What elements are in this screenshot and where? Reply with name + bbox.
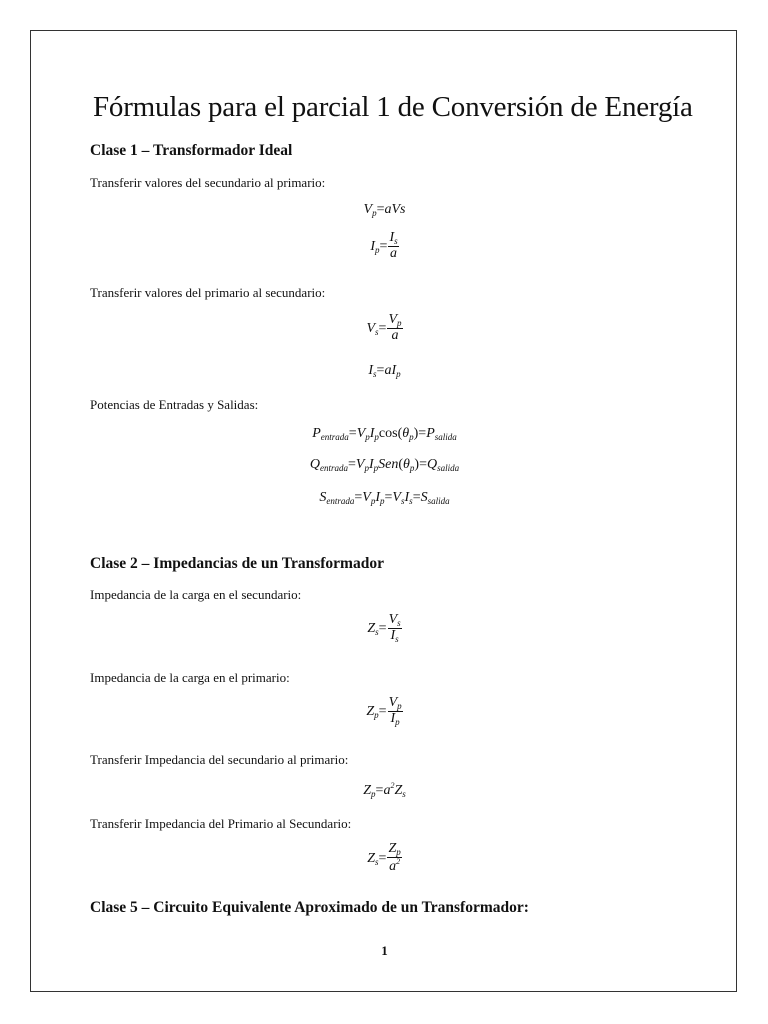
text-potencias: Potencias de Entradas y Salidas: bbox=[90, 397, 259, 412]
page-number: 1 bbox=[381, 943, 388, 958]
text-transferir-prim-sec: Transferir valores del primario al secundario: bbox=[90, 285, 326, 300]
equation-q: $Q_{entrada}=V_pI_pSen(\theta_p)=Q_{salida}$ bbox=[309, 457, 460, 473]
equation-ip: $I_p=$ $\frac{I_s}{a}$ bbox=[370, 230, 398, 262]
equation-zp2: $Z_p=a^2Z_s$ bbox=[363, 781, 406, 799]
text-transferir-impedancia-sec-prim: Transferir Impedancia del secundario al primario: bbox=[90, 752, 349, 767]
text-impedancia-primario: Impedancia de la carga en el primario: bbox=[90, 670, 290, 685]
equation-vs: $V_s=$ $\frac{V_p}{a}$ bbox=[366, 312, 402, 344]
equation-is: $I_s=aI_p$ bbox=[368, 363, 401, 379]
page-title: Fórmulas para el parcial 1 de Conversión de Energía bbox=[93, 91, 693, 123]
equation-zp: $Z_p=$ $\frac{V_p}{I_p}$ bbox=[366, 695, 402, 728]
text-transferir-sec-prim: Transferir valores del secundario al primario: bbox=[90, 175, 326, 190]
equation-zs2: $Z_s=$ $\frac{Z_p}{a^2}$ bbox=[367, 841, 401, 875]
section-heading-clase-5: Clase 5 – Circuito Equivalente Aproximado de un Transformador: bbox=[90, 899, 529, 916]
section-heading-clase-1: Clase 1 – Transformador Ideal bbox=[90, 142, 293, 159]
equation-vp: $V_p=aVs$ bbox=[363, 202, 406, 218]
section-heading-clase-2: Clase 2 – Impedancias de un Transformador bbox=[90, 555, 384, 572]
equation-zs: $Z_s=$ $\frac{V_s}{I_s}$ bbox=[367, 612, 401, 645]
equation-s: $S_{entrada}=V_pI_p=V_sI_s=S_{salida}$ bbox=[319, 490, 450, 506]
document-page bbox=[30, 30, 737, 992]
equation-p: $P_{entrada}=V_pI_p\cos(\theta_p)=P_{salida}$ bbox=[312, 426, 457, 442]
text-transferir-impedancia-prim-sec: Transferir Impedancia del Primario al Secundario: bbox=[90, 816, 352, 831]
text-impedancia-secundario: Impedancia de la carga en el secundario: bbox=[90, 587, 302, 602]
